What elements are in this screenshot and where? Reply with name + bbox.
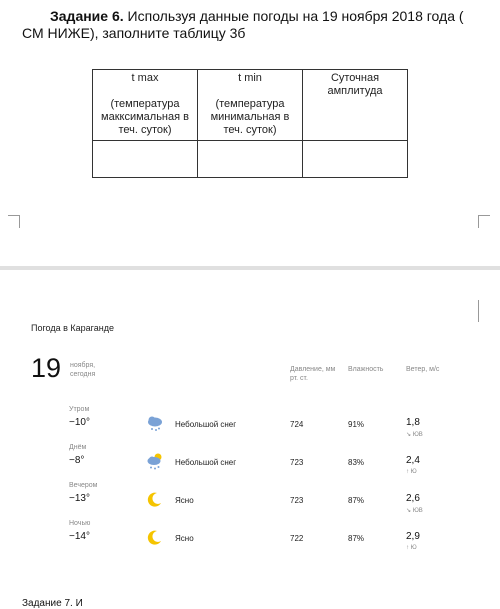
wind-speed: 2,4 (406, 455, 420, 466)
moon-icon (146, 490, 164, 508)
cloud-snow-icon (146, 414, 164, 432)
wind-speed: 1,8 (406, 417, 420, 428)
wind-direction: ↘ ЮВ (406, 508, 423, 514)
table-empty-cell[interactable] (198, 141, 303, 178)
next-task-text: Задание 7. И (22, 598, 83, 609)
column-title: t min (238, 72, 262, 84)
table-header-cell (303, 70, 408, 141)
page-corner-mark (478, 300, 490, 322)
fill-in-table (92, 69, 408, 178)
pressure-header: Давление, мм рт. ст. (290, 366, 336, 382)
part-of-day: Утром (69, 406, 90, 413)
temperature: −8° (69, 455, 85, 466)
condition: Ясно (175, 496, 194, 505)
humidity: 87% (348, 496, 365, 505)
column-subtitle: (температура минимальная в теч. суток) (210, 98, 290, 136)
table-header-cell (198, 70, 303, 141)
condition: Ясно (175, 534, 194, 543)
today-label: сегодня (70, 371, 96, 378)
page-corner-mark (478, 215, 490, 228)
part-of-day: Ночью (69, 520, 91, 527)
pressure: 723 (290, 458, 304, 467)
page-separator (0, 266, 500, 270)
weather-row-morning (0, 406, 500, 444)
humidity: 91% (348, 420, 365, 429)
weather-row-day (0, 444, 500, 482)
task-text (22, 8, 478, 42)
page-corner-mark (8, 215, 20, 228)
wind-header: Ветер, м/с (406, 366, 440, 373)
weather-row-evening (0, 482, 500, 520)
humidity-header: Влажность (348, 366, 384, 373)
task-description: Используя данные погоды на 19 ноября 2018 года ( СМ НИЖЕ), заполните таблицу 3б (22, 8, 464, 41)
moon-icon (146, 528, 164, 546)
month-label: ноября, (70, 362, 96, 369)
column-subtitle: (температура макксимальная в теч. суток) (101, 98, 189, 136)
pressure: 724 (290, 420, 304, 429)
sun-cloud-snow-icon (146, 452, 164, 470)
wind-direction: ↑ Ю (406, 545, 417, 551)
wind-direction: ↑ Ю (406, 469, 417, 475)
pressure: 722 (290, 534, 304, 543)
wind-direction: ↘ ЮВ (406, 432, 423, 438)
wind-speed: 2,6 (406, 493, 420, 504)
pressure: 723 (290, 496, 304, 505)
part-of-day: Вечером (69, 482, 98, 489)
humidity: 87% (348, 534, 365, 543)
table-empty-cell[interactable] (93, 141, 198, 178)
day-meta (70, 361, 95, 379)
table-empty-cell[interactable] (303, 141, 408, 178)
condition: Небольшой снег (175, 458, 237, 467)
humidity: 83% (348, 458, 365, 467)
wind-speed: 2,9 (406, 531, 420, 542)
day-number: 19 (31, 353, 62, 383)
weather-row-night (0, 520, 500, 558)
part-of-day: Днём (69, 444, 87, 451)
temperature: −13° (69, 493, 90, 504)
task-label: Задание 6. (50, 8, 124, 24)
temperature: −14° (69, 531, 90, 542)
condition: Небольшой снег (175, 420, 237, 429)
column-title: t max (131, 72, 159, 84)
weather-title: Погода в Караганде (31, 323, 114, 333)
column-title: Суточная амплитуда (327, 72, 383, 97)
table-header-cell (93, 70, 198, 141)
temperature: −10° (69, 417, 90, 428)
